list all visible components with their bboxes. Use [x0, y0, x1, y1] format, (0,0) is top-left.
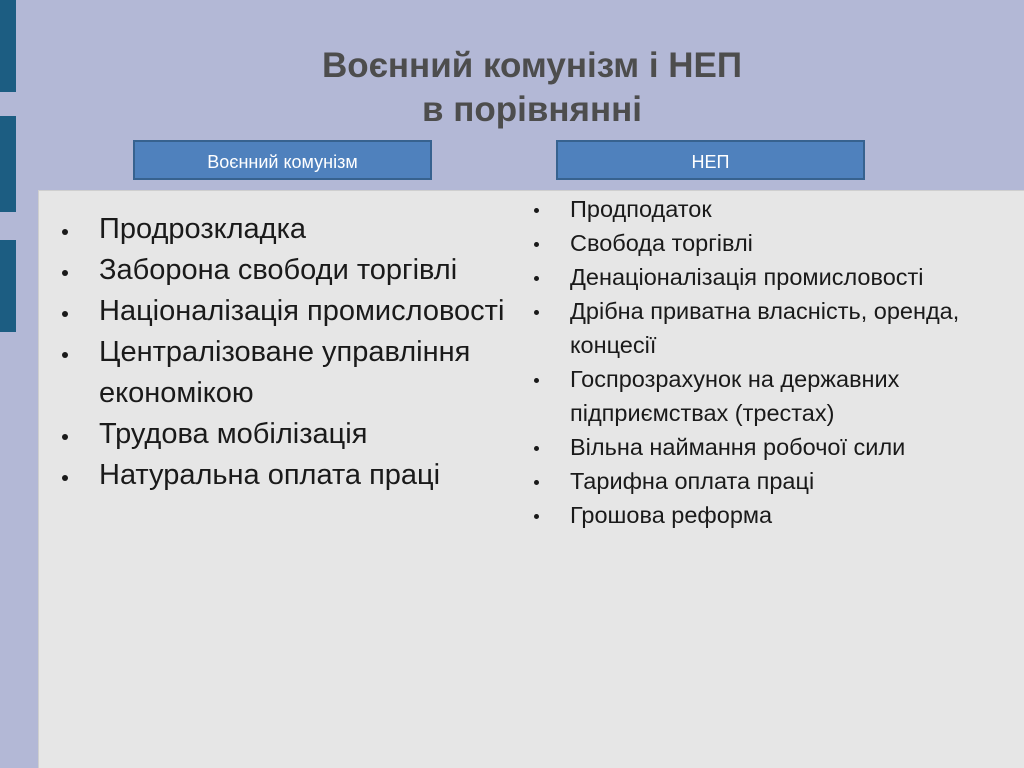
war-communism-list	[62, 209, 512, 496]
list-item-text: Продподаток	[570, 196, 712, 222]
bullet-icon	[62, 475, 68, 481]
slide-title-line-2: в порівнянні	[422, 90, 642, 129]
bullet-icon	[534, 242, 539, 247]
list-item-text: Денаціоналізація промисловості	[570, 264, 924, 290]
bullet-icon	[534, 514, 539, 519]
bullet-icon	[534, 208, 539, 213]
list-item	[62, 291, 512, 332]
list-item-text: Госпрозрахунок на державних підприємствах (трестах)	[570, 366, 900, 426]
list-item-text: Вільна наймання робочої сили	[570, 434, 906, 460]
list-item-text: Трудова мобілізація	[99, 418, 368, 450]
bullet-icon	[62, 434, 68, 440]
slide-title	[40, 44, 1024, 132]
list-item	[534, 498, 994, 532]
list-item	[534, 464, 994, 498]
list-item	[534, 260, 994, 294]
bullet-icon	[534, 480, 539, 485]
list-item-text: Продрозкладка	[99, 213, 307, 245]
list-item	[62, 414, 512, 455]
decorative-side-bar-top	[0, 0, 16, 92]
list-item-text: Дрібна приватна власність, оренда, концесії	[570, 298, 960, 358]
left-column-header: Воєнний комунізм	[133, 140, 432, 180]
decorative-side-bar-bottom	[0, 240, 16, 332]
list-item-text: Свобода торгівлі	[570, 230, 753, 256]
decorative-side-bar-middle	[0, 116, 16, 212]
bullet-icon	[62, 270, 68, 276]
list-item	[534, 192, 994, 226]
nep-list	[534, 192, 994, 532]
list-item-text: Грошова реформа	[570, 502, 773, 528]
bullet-icon	[62, 311, 68, 317]
bullet-icon	[534, 446, 539, 451]
list-item-text: Централізоване управління економікою	[99, 336, 471, 409]
bullet-icon	[62, 352, 68, 358]
list-item	[534, 294, 994, 362]
list-item	[534, 430, 994, 464]
bullet-icon	[62, 229, 68, 235]
list-item-text: Заборона свободи торгівлі	[99, 254, 458, 286]
list-item	[534, 226, 994, 260]
list-item	[62, 455, 512, 496]
bullet-icon	[534, 310, 539, 315]
list-item-text: Тарифна оплата праці	[570, 468, 815, 494]
list-item	[62, 209, 512, 250]
slide-title-line-1: Воєнний комунізм і НЕП	[321, 46, 743, 85]
list-item	[62, 332, 512, 414]
list-item	[534, 362, 994, 430]
list-item	[62, 250, 512, 291]
bullet-icon	[534, 378, 539, 383]
list-item-text: Натуральна оплата праці	[99, 459, 441, 491]
list-item-text: Націоналізація промисловості	[99, 295, 505, 327]
right-column-header: НЕП	[556, 140, 865, 180]
bullet-icon	[534, 276, 539, 281]
